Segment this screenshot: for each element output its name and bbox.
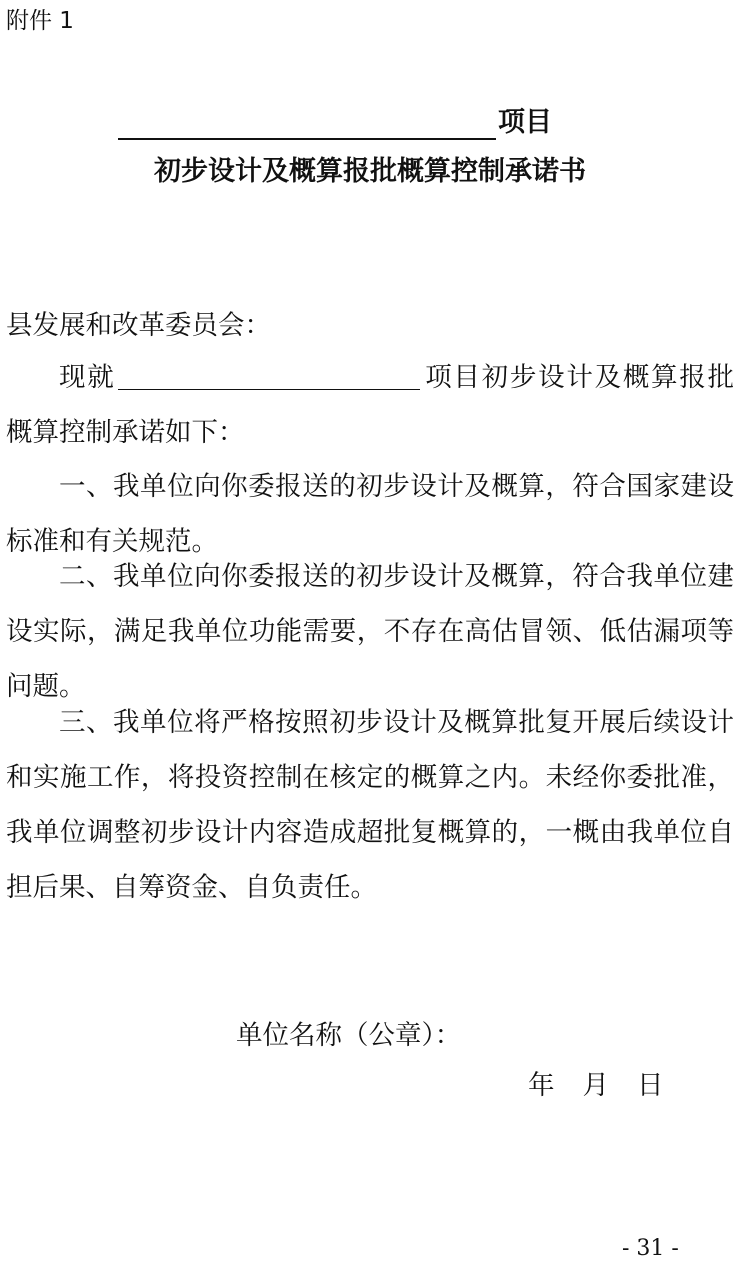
document-title: 初步设计及概算报批概算控制承诺书 — [154, 156, 586, 187]
intro-suffix: 项目初步设计及概算报批概算控制承诺如下： — [6, 362, 735, 448]
year-label: 年 — [528, 1070, 555, 1101]
unit-name-seal-label: 单位名称（公章）： — [236, 1020, 462, 1051]
day-label: 日 — [637, 1070, 664, 1101]
month-label: 月 — [582, 1070, 609, 1101]
commitment-paragraph-2: 二、我单位向你委报送的初步设计及概算，符合我单位建设实际，满足我单位功能需要，不存在高估冒领、低估漏项等问题。 — [6, 561, 734, 702]
project-name-inline-blank — [118, 361, 420, 390]
title-line-1 — [118, 104, 552, 140]
commitment-paragraph-1: 一、我单位向你委报送的初步设计及概算，符合国家建设标准和有关规范。 — [6, 471, 734, 557]
project-name-blank — [118, 108, 496, 140]
page-number: - 31 - — [622, 1236, 679, 1261]
intro-paragraph — [6, 350, 734, 460]
salutation: 县发展和改革委员会： — [6, 310, 271, 341]
commitment-paragraph-3: 三、我单位将严格按照初步设计及概算批复开展后续设计和实施工作，将投资控制在核定的概算之内。未经你委批准，我单位调整初步设计内容造成超批复概算的，一概由我单位自担后果、自筹资金、自负责任。 — [6, 707, 734, 903]
title-suffix: 项目 — [498, 107, 552, 138]
date-line — [528, 1066, 664, 1106]
annex-label: 附件 1 — [6, 8, 74, 34]
intro-prefix: 现就 — [59, 362, 116, 393]
